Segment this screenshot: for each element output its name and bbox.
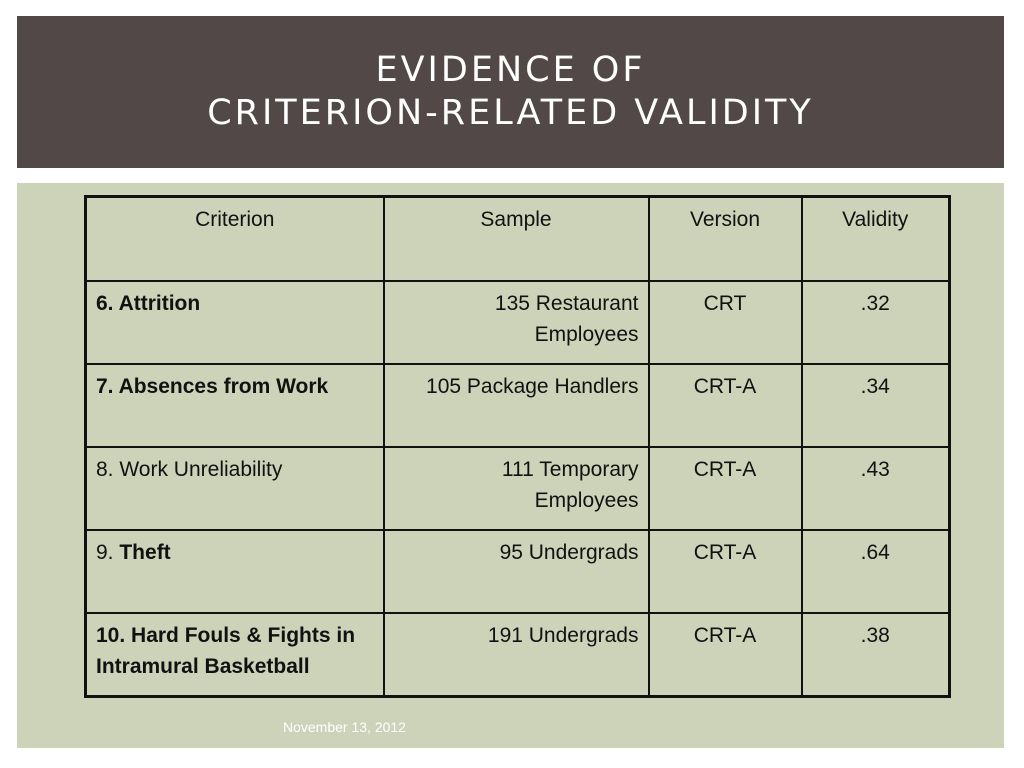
version-cell: CRT: [649, 281, 802, 364]
sample-cell: 135 Restaurant Employees: [384, 281, 649, 364]
content-area: [17, 183, 1004, 748]
slide-title-line-2: CRITERION-RELATED VALIDITY: [207, 93, 814, 133]
criterion-cell: [86, 281, 384, 364]
title-banner: [17, 16, 1004, 168]
validity-table: [84, 195, 951, 698]
header-criterion: Criterion: [86, 197, 384, 282]
validity-cell: .43: [802, 447, 950, 530]
table-row: [86, 530, 950, 613]
header-version: Version: [649, 197, 802, 282]
validity-cell: .64: [802, 530, 950, 613]
sample-cell: 111 Temporary Employees: [384, 447, 649, 530]
criterion-cell: [86, 447, 384, 530]
header-validity: Validity: [802, 197, 950, 282]
criterion-label: Theft: [119, 541, 171, 564]
validity-cell: .34: [802, 364, 950, 447]
criterion-label: 7. Absences from Work: [96, 375, 329, 398]
version-cell: CRT-A: [649, 613, 802, 696]
table-row: [86, 281, 950, 364]
table-row: [86, 447, 950, 530]
criterion-cell: [86, 530, 384, 613]
table-row: [86, 613, 950, 696]
sample-cell: 95 Undergrads: [384, 530, 649, 613]
criterion-prefix: 9.: [96, 541, 120, 564]
slide-title-line-1: EVIDENCE OF: [375, 50, 646, 90]
version-cell: CRT-A: [649, 447, 802, 530]
header-sample: Sample: [384, 197, 649, 282]
criterion-cell: [86, 364, 384, 447]
sample-cell: 105 Package Handlers: [384, 364, 649, 447]
sample-cell: 191 Undergrads: [384, 613, 649, 696]
criterion-label: 10. Hard Fouls & Fights in Intramural Basketball: [96, 624, 356, 678]
validity-cell: .38: [802, 613, 950, 696]
criterion-cell: [86, 613, 384, 696]
version-cell: CRT-A: [649, 530, 802, 613]
footer-date: November 13, 2012: [283, 719, 406, 735]
validity-cell: .32: [802, 281, 950, 364]
table-row: [86, 364, 950, 447]
table-header-row: [86, 197, 950, 282]
criterion-label: 8. Work Unreliability: [96, 458, 283, 481]
criterion-label: 6. Attrition: [96, 292, 201, 315]
version-cell: CRT-A: [649, 364, 802, 447]
